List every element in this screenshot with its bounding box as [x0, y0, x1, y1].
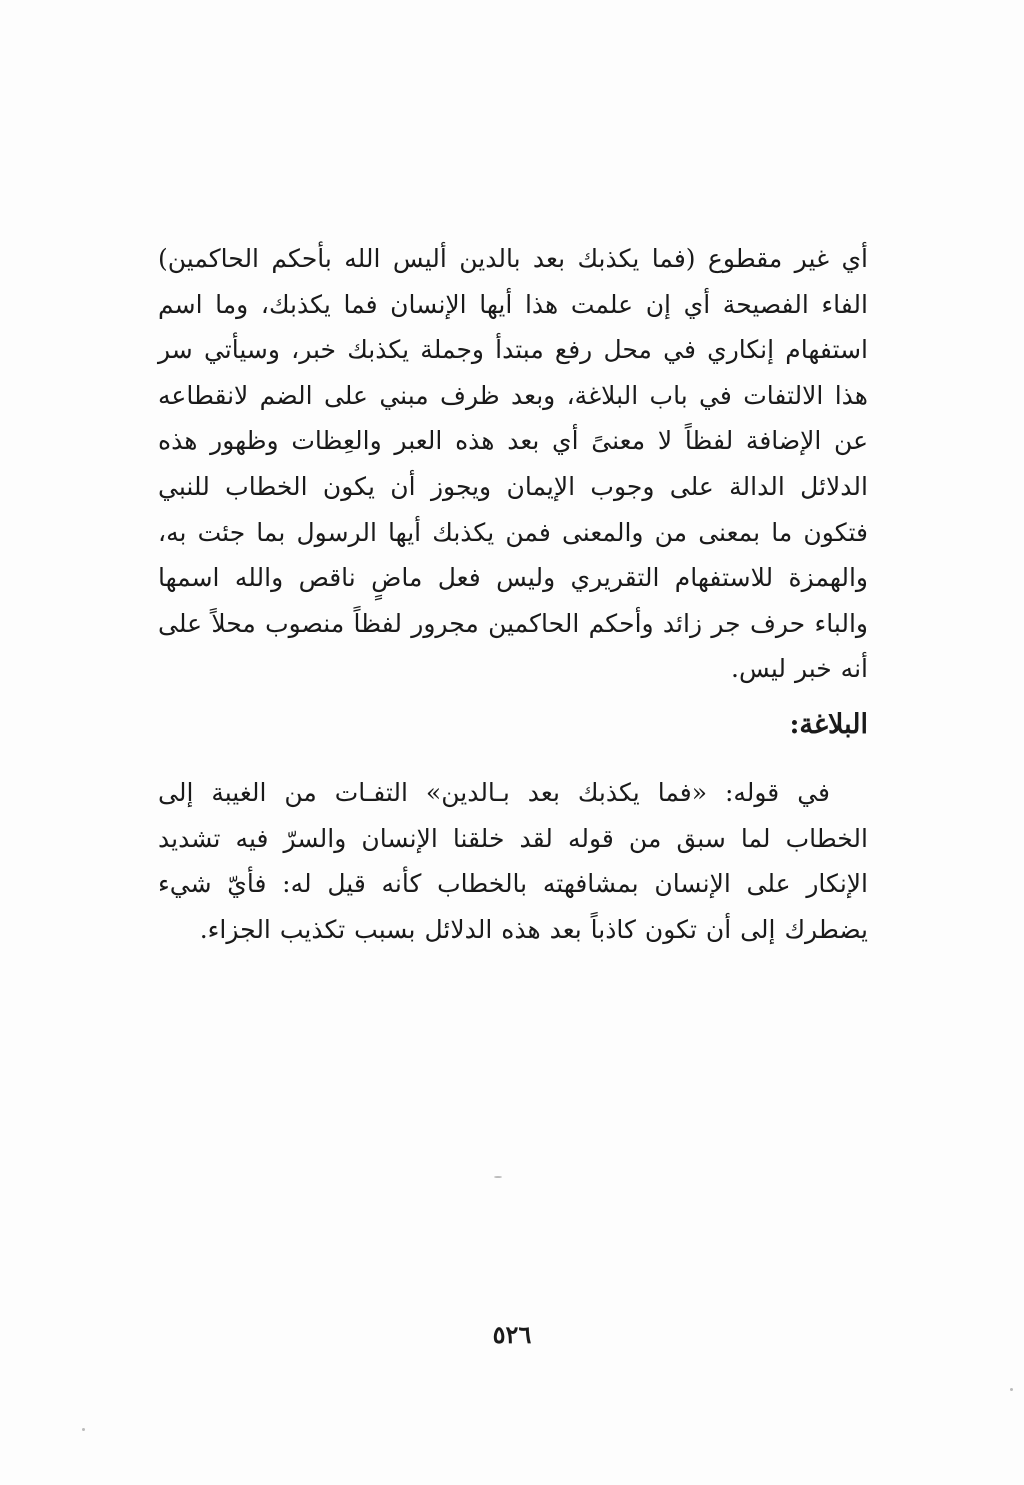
scan-speck — [1010, 1388, 1013, 1391]
body-paragraph-grammar: أي غير مقطوع (فما يكذبك بعد بالدين أليس الله بأحكم الحاكمين) الفاء الفصيحة أي إن علمت هذا أيها الإنسان فما يكذبك، وما اسم استفهام إنكاري في محل رفع مبتدأ وجملة يكذبك خبر، وسيأتي سر هذا الالتفات في باب البلاغة، وبعد ظرف مبني على الضم لانقطاعه عن الإضافة لفظاً لا معنىً أي بعد هذه العبر والعِظات وظهور هذه الدلائل الدالة على وجوب الإيمان ويجوز أن يكون الخطاب للنبي فتكون ما بمعنى من والمعنى فمن يكذبك أيها الرسول بما جئت به، والهمزة للاستفهام التقريري وليس فعل ماضٍ ناقص والله اسمها والباء حرف جر زائد وأحكم الحاكمين مجرور لفظاً منصوب محلاً على أنه خبر ليس. — [158, 244, 868, 684]
section-heading-rhetoric: البلاغة: — [789, 709, 868, 740]
body-paragraph-rhetoric: في قوله: «فما يكذبك بعد بـالدين» التفـات من الغيبة إلى الخطاب لما سبق من قوله لقد خلقنا الإنسان والسرّ فيه تشديد الإنكار على الإنسان بمشافهته بالخطاب كأنه قيل له: فأيّ شيء يضطرك إلى أن تكون كاذباً بعد هذه الدلائل بسبب تكذيب الجزاء. — [158, 778, 868, 944]
scan-speck — [494, 1176, 502, 1178]
page-number: ٥٢٦ — [492, 1320, 532, 1349]
scan-speck — [82, 1428, 85, 1431]
